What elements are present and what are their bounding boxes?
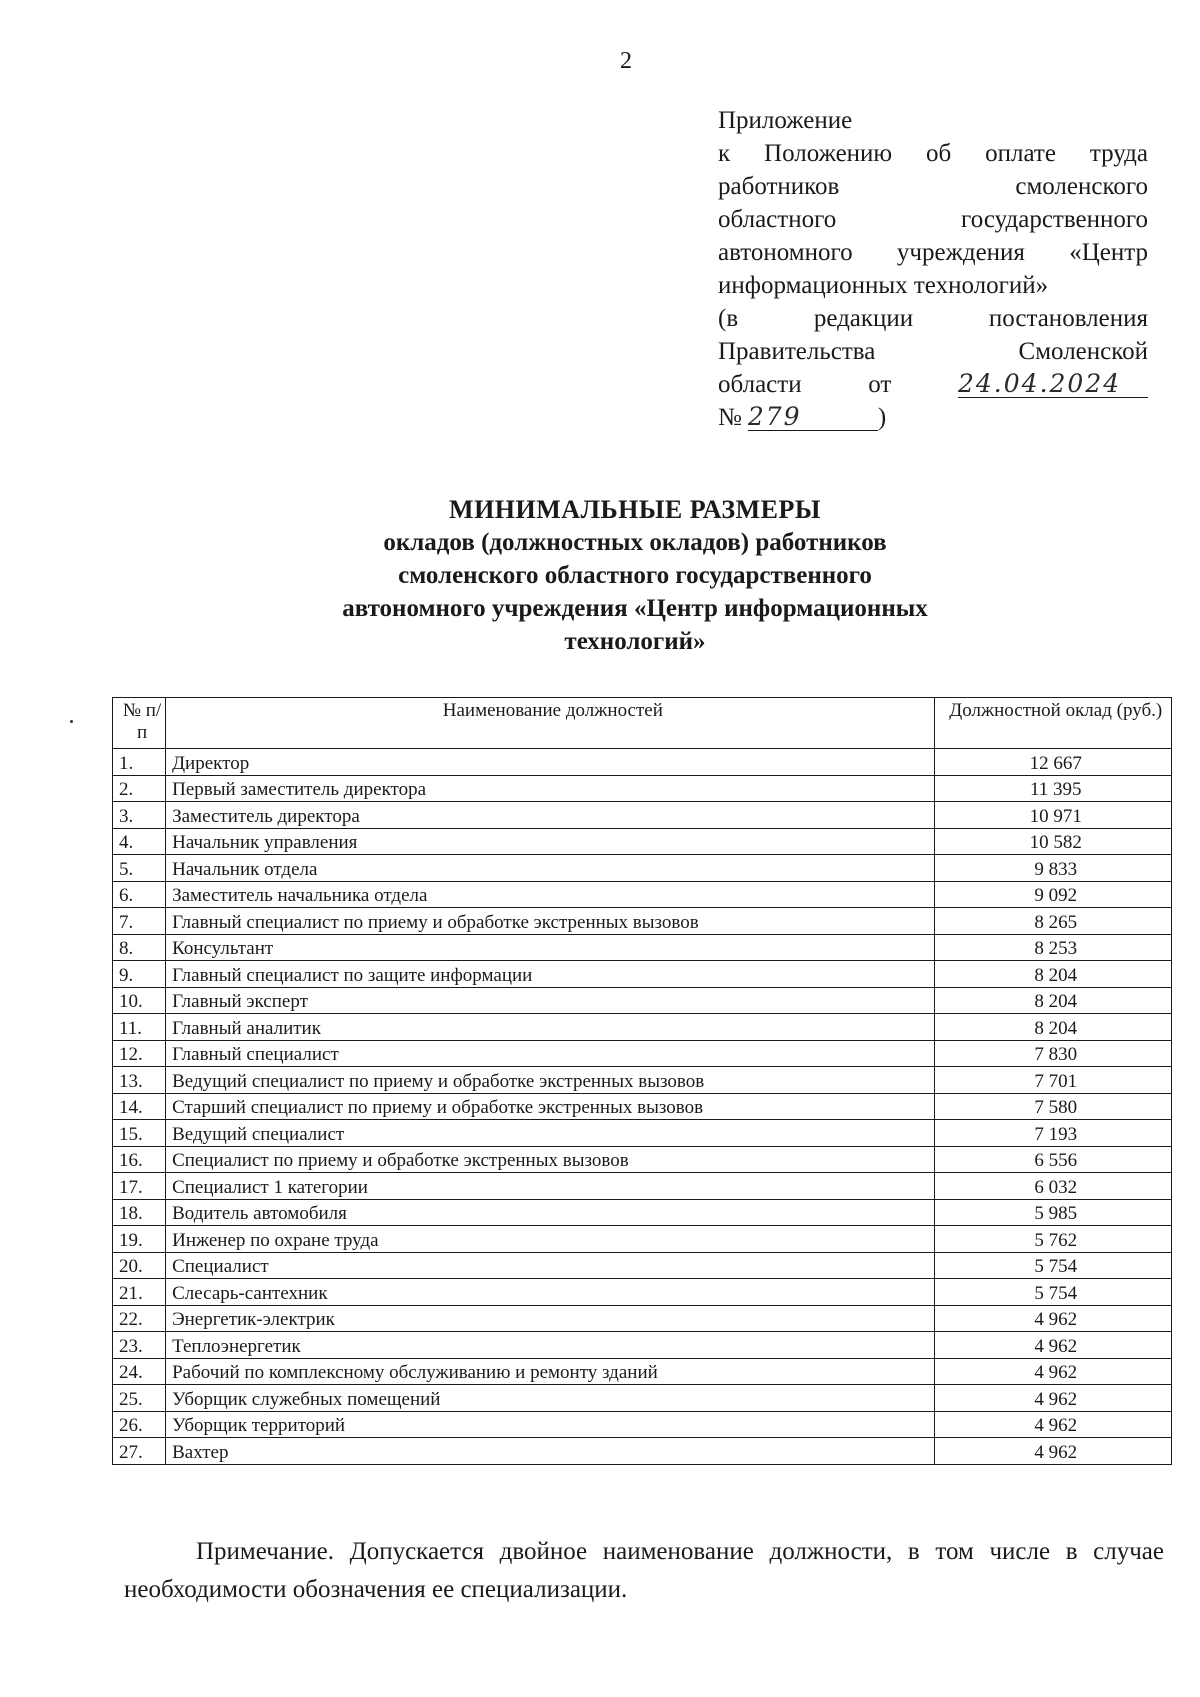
row-num: 18.: [113, 1199, 166, 1226]
row-salary: 4 962: [934, 1411, 1171, 1438]
row-position-name: Ведущий специалист по приему и обработке экстренных вызовов: [166, 1067, 934, 1094]
row-salary: 10 582: [934, 828, 1171, 855]
appendix-number-line: [718, 401, 1148, 434]
row-num: 19.: [113, 1226, 166, 1253]
title-line: технологий»: [564, 628, 706, 655]
title-main: МИНИМАЛЬНЫЕ РАЗМЕРЫ: [449, 495, 821, 524]
row-num: 11.: [113, 1014, 166, 1041]
table-row: [113, 961, 1172, 988]
row-num: 17.: [113, 1173, 166, 1200]
table-row: [113, 987, 1172, 1014]
row-position-name: Вахтер: [166, 1438, 934, 1465]
row-position-name: Консультант: [166, 934, 934, 961]
row-salary: 4 962: [934, 1332, 1171, 1359]
row-num: 13.: [113, 1067, 166, 1094]
title-line: смоленского областного государственного: [398, 562, 872, 589]
row-salary: 5 754: [934, 1279, 1171, 1306]
row-salary: 7 193: [934, 1120, 1171, 1147]
table-row: [113, 855, 1172, 882]
appendix-line: (в редакции постановления: [718, 305, 1148, 332]
row-position-name: Директор: [166, 749, 934, 776]
table-row: [113, 828, 1172, 855]
table-row: [113, 1279, 1172, 1306]
row-num: 12.: [113, 1040, 166, 1067]
appendix-line: Приложение: [718, 107, 853, 134]
row-position-name: Специалист: [166, 1252, 934, 1279]
row-salary: 5 754: [934, 1252, 1171, 1279]
row-salary: 7 580: [934, 1093, 1171, 1120]
row-salary: 9 092: [934, 881, 1171, 908]
row-salary: 9 833: [934, 855, 1171, 882]
row-salary: 5 985: [934, 1199, 1171, 1226]
row-num: 23.: [113, 1332, 166, 1359]
row-position-name: Главный специалист по приему и обработке экстренных вызовов: [166, 908, 934, 935]
appendix-header: [718, 104, 1148, 434]
number-suffix: ): [877, 404, 887, 431]
row-num: 26.: [113, 1411, 166, 1438]
header-num: № п/п: [113, 698, 166, 749]
row-num: 2.: [113, 775, 166, 802]
table-row: [113, 1411, 1172, 1438]
date-from: от: [868, 371, 892, 398]
row-salary: 4 962: [934, 1358, 1171, 1385]
row-num: 4.: [113, 828, 166, 855]
row-position-name: Главный специалист: [166, 1040, 934, 1067]
row-num: 27.: [113, 1438, 166, 1465]
row-position-name: Слесарь-сантехник: [166, 1279, 934, 1306]
table-body: [113, 749, 1172, 1465]
row-salary: 10 971: [934, 802, 1171, 829]
row-position-name: Теплоэнергетик: [166, 1332, 934, 1359]
row-num: 14.: [113, 1093, 166, 1120]
row-position-name: Энергетик-электрик: [166, 1305, 934, 1332]
row-salary: 7 701: [934, 1067, 1171, 1094]
appendix-line: Правительства Смоленской: [718, 338, 1148, 365]
row-position-name: Первый заместитель директора: [166, 775, 934, 802]
date-prefix: области: [718, 371, 802, 398]
table-row: [113, 1438, 1172, 1465]
row-position-name: Заместитель директора: [166, 802, 934, 829]
handwritten-number: 279: [748, 404, 878, 431]
table-row: [113, 775, 1172, 802]
note: Примечание. Допускается двойное наименование должности, в том числе в случае необходимости обозначения ее специализации.: [124, 1538, 1164, 1603]
row-salary: 11 395: [934, 775, 1171, 802]
table-row: [113, 1332, 1172, 1359]
row-salary: 8 265: [934, 908, 1171, 935]
row-salary: 5 762: [934, 1226, 1171, 1253]
row-num: 16.: [113, 1146, 166, 1173]
table-row: [113, 1093, 1172, 1120]
table-row: [113, 1120, 1172, 1147]
appendix-line: к Положению об оплате труда: [718, 140, 1148, 167]
row-num: 3.: [113, 802, 166, 829]
row-num: 1.: [113, 749, 166, 776]
row-position-name: Ведущий специалист: [166, 1120, 934, 1147]
row-position-name: Главный эксперт: [166, 987, 934, 1014]
row-salary: 8 204: [934, 961, 1171, 988]
row-salary: 4 962: [934, 1385, 1171, 1412]
document-title: [0, 493, 1200, 658]
table-row: [113, 1173, 1172, 1200]
row-num: 10.: [113, 987, 166, 1014]
page-number: 2: [620, 48, 632, 74]
row-position-name: Начальник управления: [166, 828, 934, 855]
table-row: [113, 1014, 1172, 1041]
row-num: 24.: [113, 1358, 166, 1385]
row-salary: 6 032: [934, 1173, 1171, 1200]
table-row: [113, 934, 1172, 961]
salary-table: [112, 697, 1172, 1465]
number-prefix: №: [718, 404, 742, 431]
row-position-name: Уборщик служебных помещений: [166, 1385, 934, 1412]
row-position-name: Главный аналитик: [166, 1014, 934, 1041]
row-salary: 4 962: [934, 1438, 1171, 1465]
scan-speck: [70, 720, 73, 723]
row-num: 5.: [113, 855, 166, 882]
row-salary: 4 962: [934, 1305, 1171, 1332]
row-num: 21.: [113, 1279, 166, 1306]
table-row: [113, 802, 1172, 829]
table-row: [113, 881, 1172, 908]
row-position-name: Уборщик территорий: [166, 1411, 934, 1438]
header-salary: Должностной оклад (руб.): [934, 698, 1171, 749]
row-position-name: Рабочий по комплексному обслуживанию и ремонту зданий: [166, 1358, 934, 1385]
row-position-name: Инженер по охране труда: [166, 1226, 934, 1253]
table-row: [113, 1358, 1172, 1385]
handwritten-date: 24.04.2024: [958, 371, 1148, 398]
table-row: [113, 1067, 1172, 1094]
row-position-name: Специалист по приему и обработке экстренных вызовов: [166, 1146, 934, 1173]
table-row: [113, 1146, 1172, 1173]
appendix-line: областного государственного: [718, 206, 1148, 233]
row-position-name: Водитель автомобиля: [166, 1199, 934, 1226]
row-num: 25.: [113, 1385, 166, 1412]
row-salary: 8 253: [934, 934, 1171, 961]
row-salary: 8 204: [934, 987, 1171, 1014]
row-position-name: Специалист 1 категории: [166, 1173, 934, 1200]
row-salary: 6 556: [934, 1146, 1171, 1173]
table-row: [113, 1252, 1172, 1279]
row-position-name: Главный специалист по защите информации: [166, 961, 934, 988]
appendix-date-line: [718, 368, 1148, 401]
row-salary: 12 667: [934, 749, 1171, 776]
row-num: 9.: [113, 961, 166, 988]
appendix-line: информационных технологий»: [718, 272, 1049, 299]
row-num: 8.: [113, 934, 166, 961]
header-name: Наименование должностей: [166, 698, 934, 749]
row-num: 6.: [113, 881, 166, 908]
row-num: 7.: [113, 908, 166, 935]
table-row: [113, 1305, 1172, 1332]
row-num: 15.: [113, 1120, 166, 1147]
table-row: [113, 749, 1172, 776]
row-num: 20.: [113, 1252, 166, 1279]
row-position-name: Начальник отдела: [166, 855, 934, 882]
title-line: окладов (должностных окладов) работников: [383, 529, 887, 556]
table-row: [113, 1199, 1172, 1226]
appendix-line: работников смоленского: [718, 173, 1148, 200]
title-line: автономного учреждения «Центр информационных: [342, 595, 928, 622]
row-salary: 8 204: [934, 1014, 1171, 1041]
row-salary: 7 830: [934, 1040, 1171, 1067]
table-row: [113, 908, 1172, 935]
row-num: 22.: [113, 1305, 166, 1332]
table-header-row: [113, 698, 1172, 749]
row-position-name: Заместитель начальника отдела: [166, 881, 934, 908]
table-row: [113, 1385, 1172, 1412]
table-row: [113, 1040, 1172, 1067]
appendix-line: автономного учреждения «Центр: [718, 239, 1148, 266]
table-row: [113, 1226, 1172, 1253]
row-position-name: Старший специалист по приему и обработке экстренных вызовов: [166, 1093, 934, 1120]
